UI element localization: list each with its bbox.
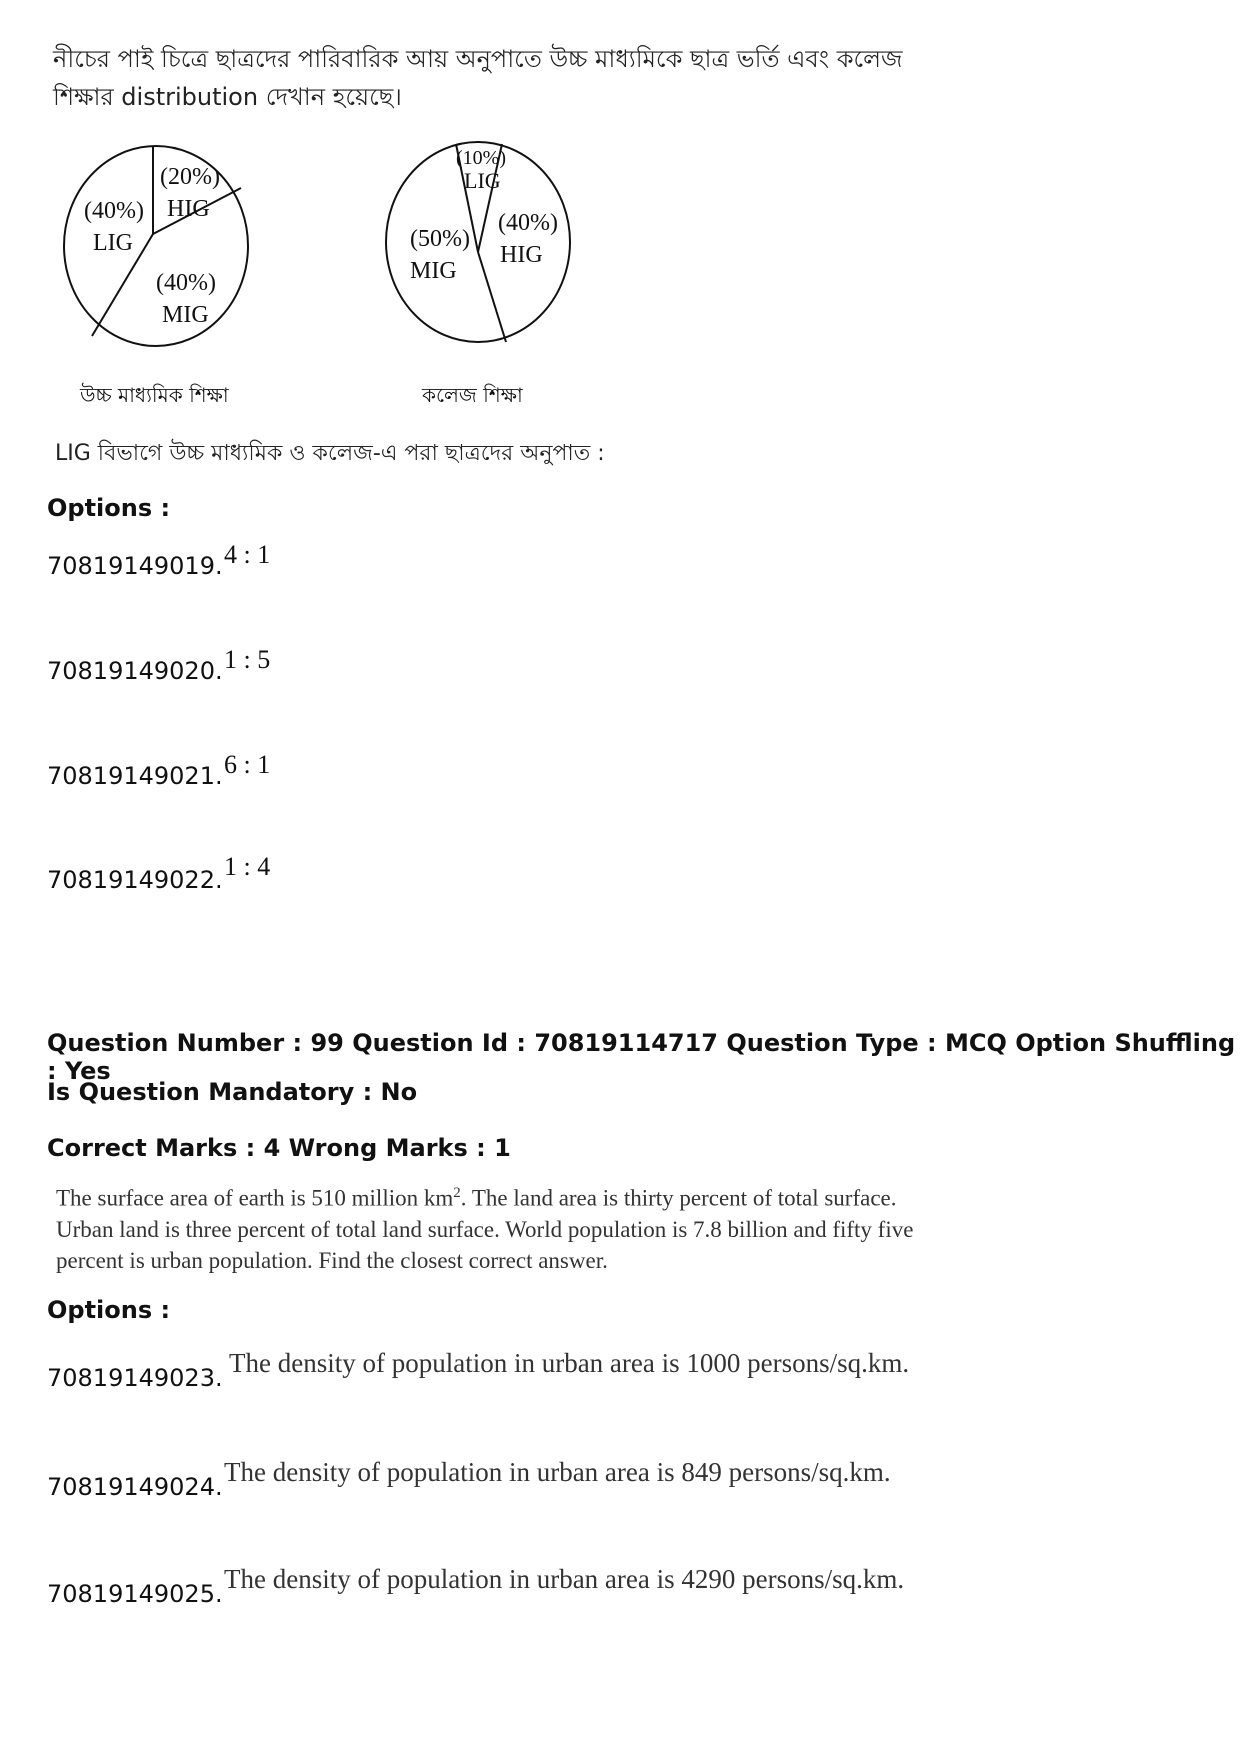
pie-col-label-mig: MIG [410, 258, 457, 284]
pie-hs-label-lig: LIG [93, 230, 133, 256]
options-heading-q99: Options : [47, 1296, 171, 1324]
pie-hs-caption: উচ্চ মাধ্যমিক শিক্ষা [80, 383, 229, 407]
option-id-6: 70819149024. [47, 1473, 223, 1501]
passage-line-1 [56, 1178, 956, 1214]
pie-chart-hs [64, 146, 248, 346]
pie-col-label-lig: LIG [464, 168, 501, 193]
question-marks: Correct Marks : 4 Wrong Marks : 1 [47, 1134, 511, 1162]
option-id-2: 70819149020. [47, 657, 223, 685]
pie-hs-label-lig-pct: (40%) [84, 198, 144, 224]
option-value-7[interactable]: The density of population in urban area is 4290 persons/sq.km. [224, 1564, 905, 1594]
pie-hs-label-mig: MIG [162, 302, 209, 328]
question-passage [56, 1178, 956, 1276]
option-value-2[interactable]: 1 : 5 [224, 645, 271, 674]
pie-col-label-mig-pct: (50%) [410, 226, 470, 252]
options-heading: Options : [47, 494, 171, 522]
question-text: LIG বিভাগে উচ্চ মাধ্যমিক ও কলেজ-এ পরা ছাত্রদের অনুপাত : [55, 441, 605, 466]
option-value-6[interactable]: The density of population in urban area is 849 persons/sq.km. [224, 1457, 891, 1487]
pie-col-label-hig: HIG [500, 242, 543, 268]
pie-charts [50, 130, 610, 420]
option-id-3: 70819149021. [47, 762, 223, 790]
option-id-1: 70819149019. [47, 552, 223, 580]
passage-line-3: percent is urban population. Find the closest correct answer. [56, 1247, 608, 1273]
option-value-5[interactable]: The density of population in urban area is 1000 persons/sq.km. [229, 1348, 910, 1378]
pie-hs-label-hig-pct: (20%) [160, 164, 220, 190]
pie-hs-label-mig-pct: (40%) [156, 270, 216, 296]
pie-hs-label-hig: HIG [167, 196, 210, 222]
pie-col-label-hig-pct: (40%) [498, 210, 558, 236]
passage-line-1b: . The land area is thirty percent of total surface. [460, 1185, 897, 1211]
question-mandatory: Is Question Mandatory : No [47, 1078, 418, 1106]
question-intro: নীচের পাই চিত্রে ছাত্রদের পারিবারিক আয় অনুপাতে উচ্চ মাধ্যমিকে ছাত্র ভর্তি এবং কলেজ শিক্ষার distribution দেখান হয়েছে। [53, 45, 903, 111]
passage-line-1a: The surface area of earth is 510 million km [56, 1185, 454, 1211]
pie-col-label-lig-pct: (10%) [456, 147, 506, 169]
option-id-7: 70819149025. [47, 1580, 223, 1608]
option-id-5: 70819149023. [47, 1364, 223, 1392]
option-value-4[interactable]: 1 : 4 [224, 852, 271, 881]
question-header: Question Number : 99 Question Id : 70819114717 Question Type : MCQ Option Shuffling : Yes [47, 1029, 1236, 1085]
passage-line-2: Urban land is three percent of total land surface. World population is 7.8 billion and fifty five [56, 1216, 914, 1242]
option-value-3[interactable]: 6 : 1 [224, 750, 271, 779]
pie-chart-college [386, 142, 570, 342]
pie-col-caption: কলেজ শিক্ষা [422, 383, 523, 407]
option-value-1[interactable]: 4 : 1 [224, 540, 271, 569]
pie-hs-circle [64, 146, 248, 346]
passage-superscript: 2 [453, 1185, 461, 1201]
option-id-4: 70819149022. [47, 866, 223, 894]
